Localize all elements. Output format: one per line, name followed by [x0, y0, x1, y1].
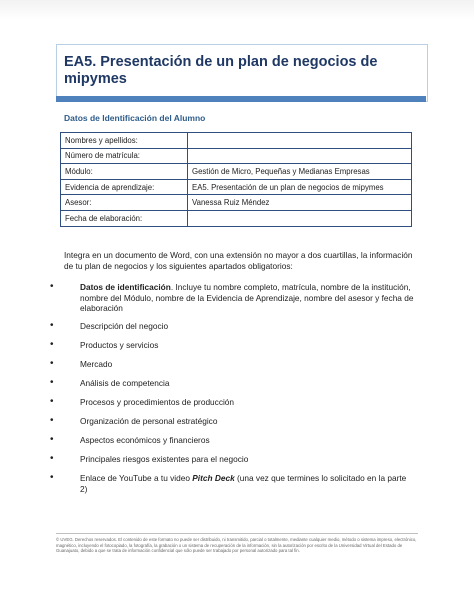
table-label-cell: Número de matrícula: [61, 148, 188, 164]
bullet-icon: • [50, 415, 54, 426]
table-row [61, 210, 412, 226]
table-value-cell: Vanessa Ruiz Méndez [188, 195, 412, 211]
section-heading: Datos de Identificación del Alumno [64, 113, 206, 123]
list-item-body: Enlace de YouTube a tu video [80, 473, 193, 483]
table-label-cell: Evidencia de aprendizaje: [61, 179, 188, 195]
page-top-band [0, 0, 474, 20]
table-row [61, 164, 412, 180]
list-item-text: Procesos y procedimientos de producción [80, 397, 235, 407]
table-value-cell [188, 133, 412, 149]
table-label-cell: Fecha de elaboración: [61, 210, 188, 226]
list-item-text [80, 282, 414, 314]
bullet-icon: • [50, 377, 54, 388]
list-item-lead: Datos de identificación [80, 282, 171, 292]
list-item-tail: (una vez que termines lo solicitado en la parte 2) [80, 473, 407, 494]
list-item-text: Principales riesgos existentes para el negocio [80, 454, 249, 464]
list-item-text: Organización de personal estratégico [80, 416, 218, 426]
intro-paragraph: Integra en un documento de Word, con una extensión no mayor a dos cuartillas, la información de tu plan de negocios y los siguientes apartados obligatorios: [64, 250, 413, 271]
bullet-icon: • [50, 320, 54, 331]
footer-divider [56, 533, 418, 534]
list-item-text: Productos y servicios [80, 340, 159, 350]
table-value-cell [188, 148, 412, 164]
bullet-icon: • [50, 453, 54, 464]
bullet-icon: • [50, 396, 54, 407]
list-item-text: Análisis de competencia [80, 378, 170, 388]
bullet-icon: • [50, 281, 54, 292]
identification-table [60, 132, 412, 227]
table-value-cell: Gestión de Micro, Pequeñas y Medianas Empresas [188, 164, 412, 180]
table-row [61, 195, 412, 211]
table-value-cell: EA5. Presentación de un plan de negocios de mipymes [188, 179, 412, 195]
list-item-text: Descripción del negocio [80, 321, 169, 331]
bullet-icon: • [50, 339, 54, 350]
table-value-cell [188, 210, 412, 226]
bullet-icon: • [50, 434, 54, 445]
bullet-icon: • [50, 472, 54, 483]
copyright-footer: © UVEG. Derechos reservados. El contenido de este formato no puede ser distribuido, ni transmitido, parcial o totalmente, mediante cualquier medio, método o sistema impreso, electrónico, magnético, incluyendo el fotocopiado, la fotografía, la grabación o un sistema de recuperación de la información, sin la autorización por escrito de la Universidad Virtual del Estado de Guanajuato, debido a que se trata de información confidencial que sólo puede ser trabajado por personal autorizado para tal fin. [56, 537, 417, 554]
table-row [61, 179, 412, 195]
list-item-text: Aspectos económicos y financieros [80, 435, 210, 445]
title-accent-bar [56, 96, 426, 102]
list-item-emphasis: Pitch Deck [192, 473, 235, 483]
table-row [61, 148, 412, 164]
list-item-text: Mercado [80, 359, 113, 369]
table-label-cell: Módulo: [61, 164, 188, 180]
list-item-body: . Incluye tu nombre completo, matrícula, nombre de la institución, nombre del Módulo, nombre de la Evidencia de Aprendizaje, nombre del asesor y fecha de elaboración [80, 282, 414, 313]
table-row [61, 133, 412, 149]
document-title: EA5. Presentación de un plan de negocios de mipymes [64, 54, 378, 87]
bullet-icon: • [50, 358, 54, 369]
list-item-text [80, 473, 414, 494]
table-label-cell: Nombres y apellidos: [61, 133, 188, 149]
table-label-cell: Asesor: [61, 195, 188, 211]
